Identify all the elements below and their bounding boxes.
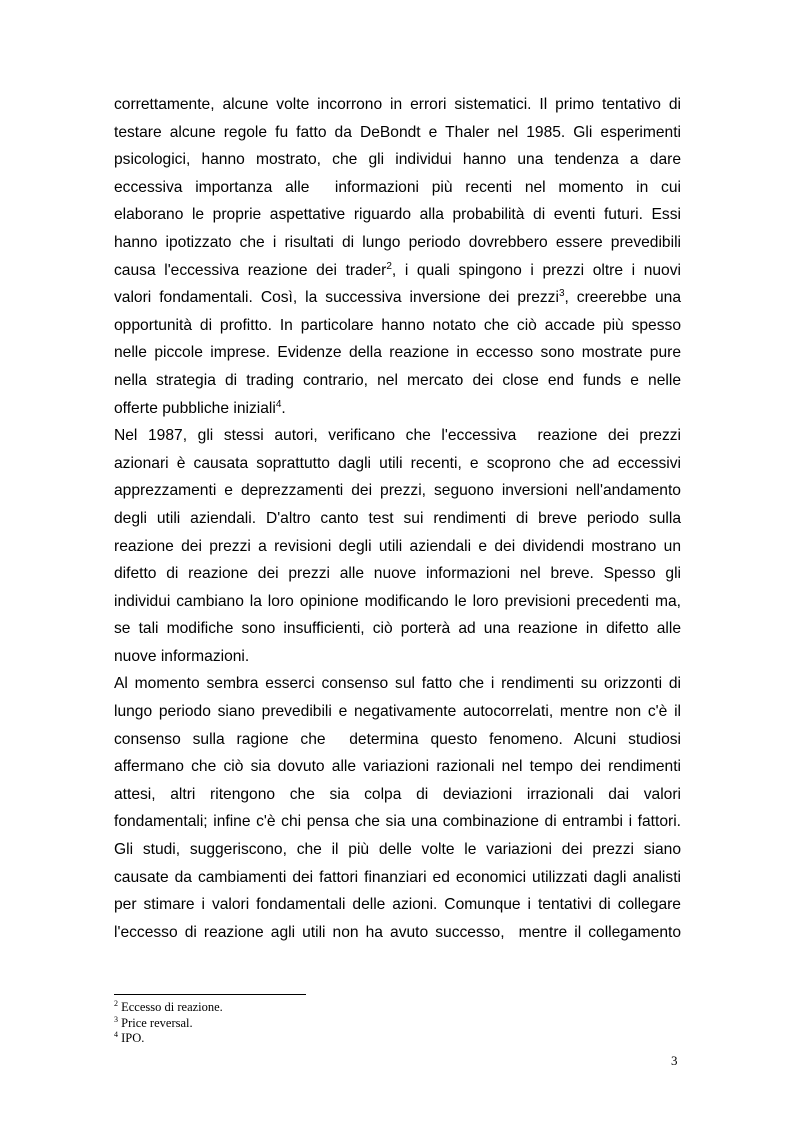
text-line-content: azionari è causata soprattutto dagli utili recenti, e scoprono che ad eccessivi <box>114 454 681 472</box>
text-line-content: nelle piccole imprese. Evidenze della reazione in eccesso sono mostrate pure <box>114 344 681 362</box>
text-line <box>114 229 681 257</box>
text-line <box>114 257 681 285</box>
text-line <box>114 395 681 423</box>
text-line-content: consenso sulla ragione che determina questo fenomeno. Alcuni studiosi <box>114 730 681 748</box>
text-line <box>114 808 681 836</box>
text-line-content: causate da cambiamenti dei fattori finanziari ed economici utilizzati dagli analisti <box>114 868 681 886</box>
text-line-content: difetto di reazione dei prezzi alle nuove informazioni nel breve. Spesso gli <box>114 565 681 583</box>
text-line-content: Al momento sembra esserci consenso sul fatto che i rendimenti su orizzonti di <box>114 675 681 693</box>
text-line <box>114 119 681 147</box>
text-line-content: , creerebbe una <box>564 289 681 307</box>
text-line <box>114 477 681 505</box>
text-line-content: elaborano le proprie aspettative riguardo alla probabilità di eventi futuri. Essi <box>114 206 681 224</box>
text-line-content: hanno ipotizzato che i risultati di lungo periodo dovrebbero essere prevedibili <box>114 233 681 251</box>
footnote-reference: 4 <box>275 398 282 410</box>
footnote-number: 2 <box>114 998 118 1008</box>
text-line-content: Nel 1987, gli stessi autori, verificano che l'eccessiva reazione dei prezzi <box>114 427 681 445</box>
text-line <box>114 450 681 478</box>
text-line-content: affermano che ciò sia dovuto alle variazioni razionali nel tempo dei rendimenti <box>114 758 681 776</box>
text-line-content: attesi, altri ritengono che sia colpa di deviazioni irrazionali dai valori <box>114 785 681 803</box>
text-line-content: causa l'eccessiva reazione dei trader <box>114 261 387 279</box>
text-line <box>114 284 681 312</box>
text-line-content: correttamente, alcune volte incorrono in errori sistematici. Il primo tentativo di <box>114 96 681 113</box>
text-line <box>114 588 681 616</box>
text-line-content: lungo periodo siano prevedibili e negativamente autocorrelati, mentre non c'è il <box>114 703 681 721</box>
text-line <box>114 698 681 726</box>
text-line-content: degli utili aziendali. D'altro canto test sui rendimenti di breve periodo sulla <box>114 509 681 527</box>
footnote-separator <box>114 994 306 995</box>
text-line-content: nella strategia di trading contrario, nel mercato dei close end funds e nelle <box>114 371 681 389</box>
text-line <box>114 560 681 588</box>
text-line-content: apprezzamenti e deprezzamenti dei prezzi, seguono inversioni nell'andamento <box>114 482 681 500</box>
text-line <box>114 670 681 698</box>
footnote-text: Eccesso di reazione. <box>118 1000 223 1014</box>
text-line-content: reazione dei prezzi a revisioni degli utili aziendali e dei dividendi mostrano un <box>114 537 681 555</box>
text-line <box>114 781 681 809</box>
text-line <box>114 836 681 864</box>
footnote <box>114 1016 514 1032</box>
text-line <box>114 339 681 367</box>
footnotes <box>114 1000 514 1047</box>
text-line-content: . <box>281 399 286 417</box>
footnote <box>114 1000 514 1016</box>
text-line-content: fondamentali; infine c'è chi pensa che sia una combinazione di entrambi i fattori. <box>114 813 681 831</box>
text-line-content: testare alcune regole fu fatto da DeBondt e Thaler nel 1985. Gli esperimenti <box>114 123 681 141</box>
footnote-reference: 3 <box>558 287 565 299</box>
footnote-number: 4 <box>114 1029 118 1039</box>
text-line <box>114 312 681 340</box>
text-line-content: opportunità di profitto. In particolare hanno notato che ciò accade più spesso <box>114 316 681 334</box>
text-line-content: nuove informazioni. <box>114 647 250 665</box>
text-line <box>114 864 681 892</box>
footnote-number: 3 <box>114 1014 118 1024</box>
text-line <box>114 891 681 919</box>
text-line-content: l'eccesso di reazione agli utili non ha avuto successo, mentre il collegamento <box>114 923 681 941</box>
text-line <box>114 533 681 561</box>
text-line-content: offerte pubbliche iniziali <box>114 399 276 417</box>
footnote <box>114 1031 514 1047</box>
text-line-content: valori fondamentali. Così, la successiva inversione dei prezzi <box>114 289 559 307</box>
text-line <box>114 615 681 643</box>
text-line-content: se tali modifiche sono insufficienti, ciò porterà ad una reazione in difetto alle <box>114 620 681 638</box>
footnote-text: IPO. <box>118 1031 145 1045</box>
text-line-content: , i quali spingono i prezzi oltre i nuovi <box>391 261 681 279</box>
text-line <box>114 174 681 202</box>
text-line-content: per stimare i valori fondamentali delle azioni. Comunque i tentativi di collegare <box>114 896 681 914</box>
text-line <box>114 643 681 671</box>
footnote-text: Price reversal. <box>118 1015 193 1030</box>
text-line <box>114 753 681 781</box>
text-line <box>114 505 681 533</box>
text-line-content: eccessiva importanza alle informazioni più recenti nel momento in cui <box>114 178 681 196</box>
text-line-content: Gli studi, suggeriscono, che il più delle volte le variazioni dei prezzi siano <box>114 841 681 859</box>
text-line <box>114 91 681 119</box>
body-text <box>114 91 681 946</box>
text-line <box>114 146 681 174</box>
page-number: 3 <box>671 1053 678 1068</box>
text-line <box>114 726 681 754</box>
text-line-content: individui cambiano la loro opinione modificando le loro previsioni precedenti ma, <box>114 592 681 610</box>
text-line <box>114 919 681 947</box>
footnote-reference: 2 <box>386 260 392 272</box>
text-line-content: psicologici, hanno mostrato, che gli individui hanno una tendenza a dare <box>114 151 681 169</box>
text-line <box>114 201 681 229</box>
text-line <box>114 367 681 395</box>
text-line <box>114 422 681 450</box>
